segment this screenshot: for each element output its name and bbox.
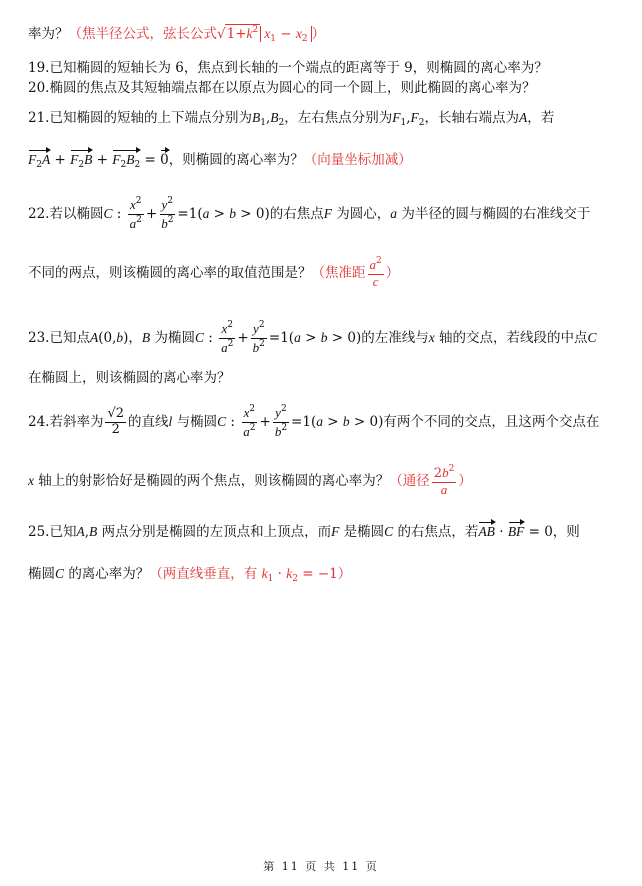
hint-perpendicular: （两直线垂直，有 $k_1 \cdot k_2 = -1$） [149,566,352,584]
question-20: 20.椭圆的焦点及其短轴端点都在以原点为圆心的同一个圆上，则此椭圆的离心率为？ [28,80,536,96]
hint-focal-radius: （焦半径公式，弦长公式$√1+k^2$ $x_1 - x_2$ ） [68,25,326,44]
line-continuation: 率为？（焦半径公式，弦长公式$√1+k^2$ $x_1 - x_2$ ） [28,25,326,44]
question-22-line2: 不同的两点，则该椭圆的离心率的取值范围是？（焦准距 $\frac{a^2}{c}$ ） [28,256,400,289]
page-footer: 第 11 页 共 11 页 [263,860,379,873]
question-19: 19.已知椭圆的短轴长为 6，焦点到长轴的一个端点的距离等于 9，则椭圆的离心率为？ [28,60,548,76]
question-24: 24.若斜率为 $\frac{√2}{2}$ 的直线l 与椭圆C : $\frac{x^2}{a^2}$ + $\frac{y^2}{b^2}$ =1(a > b > 0)有两个不同的交点，且这两个交点在 [28,404,600,439]
question-25: 25.已知A,B 两点分别是椭圆的左顶点和上顶点，而F 是椭圆C 的右焦点，若AB · BF = 0，则 [28,524,580,540]
question-21: 21.已知椭圆的短轴的上下端点分别为$B_1,B_2$，左右焦点分别为$F_1,F_2$，长轴右端点为A，若 [28,110,555,128]
hint-focus-directrix: （焦准距 $\frac{a^2}{c}$ ） [311,256,400,289]
question-25-line2: 椭圆C 的离心率为？（两直线垂直，有 $k_1 \cdot k_2 = -1$） [28,566,352,584]
question-23: 23.已知点A(0,b)，B 为椭圆C : $\frac{x^2}{a^2}$ + $\frac{y^2}{b^2}$ =1(a > b > 0)的左准线与x 轴的交点，若线段的中点C [28,320,597,355]
hint-vector: （向量坐标加减） [303,152,412,168]
question-22: 22.若以椭圆C : $\frac{x^2}{a^2}$ + $\frac{y^2}{b^2}$ =1(a > b > 0)的右焦点F 为圆心，a 为半径的圆与椭圆的右准线交于 [28,196,591,231]
hint-latus-rectum: （通径 $\frac{2b^2}{a}$ ） [389,464,472,497]
question-21-line2: $F_2A + F_2B + F_2B_2 = 0$，则椭圆的离心率为？（向量坐标加减） [28,152,412,170]
question-23-line2: 在椭圆上，则该椭圆的离心率为？ [28,370,231,386]
question-24-line2: x 轴上的射影恰好是椭圆的两个焦点，则该椭圆的离心率为？（通径 $\frac{2b^2}{a}$ ） [28,464,472,497]
